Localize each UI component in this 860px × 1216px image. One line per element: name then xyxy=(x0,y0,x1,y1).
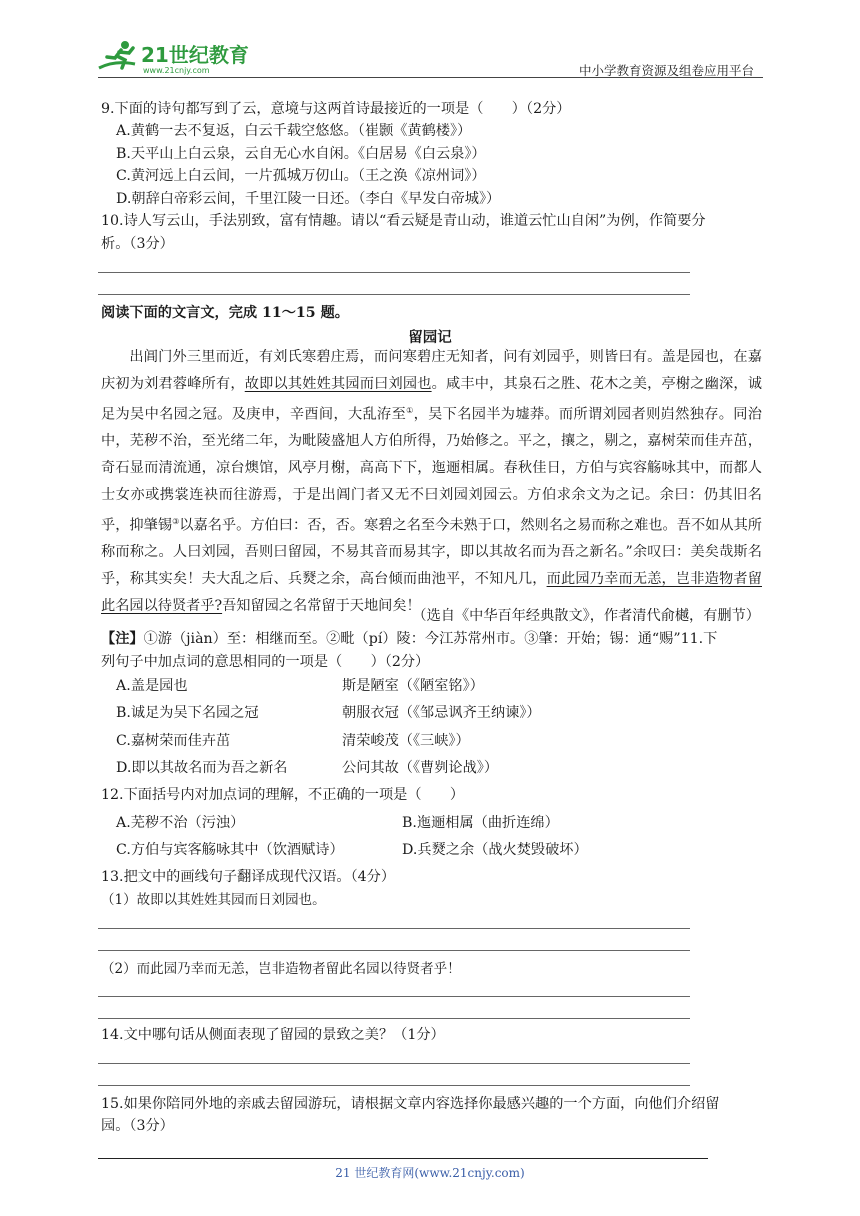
q11-option-d: D.即以其故名而为吾之新名 xyxy=(116,760,288,776)
answer-line xyxy=(98,272,690,273)
q13-stem: 13.把文中的画线句子翻译成现代汉语。（4分） xyxy=(101,869,396,885)
q12-stem: 12.下面括号内对加点词的理解，不正确的一项是（ ） xyxy=(101,787,465,803)
essay-text: ，吴下名园半为墟莽。而所谓刘园者则岿然独存。同治中，芜秽不治，至光绪二年，为毗陵盛旭人方伯所得，乃始修之。平之，攘之，剔之，嘉树荣而佳卉茁，奇石显而清流通，凉台燠馆，风亭月榭，高高下下，迤逦相属。春秋佳日，方伯与宾容觞咏其中，而都人士女亦或携裳连袂而往游焉，于是出阊门者又无不曰刘园刘园云。方伯求余文为之记。余曰：仍其旧名乎，抑肇锡 xyxy=(101,406,762,534)
q11-option-a-compare: 斯是陋室（《陋室铭》） xyxy=(342,678,484,694)
answer-line xyxy=(98,996,690,997)
answer-line xyxy=(98,1085,690,1086)
header-platform-name: 中小学教育资源及组卷应用平台 xyxy=(578,63,754,78)
q9-option-c: C.黄河远上白云间，一片孤城万仞山。（王之涣《凉州词》） xyxy=(116,168,486,184)
answer-line xyxy=(98,1018,690,1019)
q9-option-d: D.朝辞白帝彩云间，千里江陵一日还。（李白《早发白帝城》） xyxy=(116,191,501,207)
q12-option-d: D.兵燹之余（战火焚毁破坏） xyxy=(402,842,588,858)
logo-url: www.21cnjy.com xyxy=(143,66,210,75)
footnote-text: ①游（jiàn）至：相继而至。②毗（pí）陵：今江苏常州市。③肇：开始；锡：通“赐”11.下 xyxy=(143,631,718,647)
footnote-marker: ① xyxy=(406,405,414,415)
q9-stem: 9.下面的诗句都写到了云，意境与这两首诗最接近的一项是（ ）（2分） xyxy=(101,101,571,117)
logo-text: 21世纪教育 xyxy=(141,43,249,67)
footer-site[interactable]: 21 世纪教育网(www.21cnjy.com) xyxy=(335,1166,525,1180)
q15-line2: 园。（3分） xyxy=(101,1118,174,1134)
answer-line xyxy=(98,294,690,295)
q13-sentence-2: （2）而此园乃幸而无恙，岂非造物者留此名园以待贤者乎！ xyxy=(101,961,461,977)
reading-intro: 阅读下面的文言文，完成 11～15 题。 xyxy=(101,305,349,321)
q10-line2: 析。（3分） xyxy=(101,236,174,252)
footnote-marker: ③ xyxy=(172,516,180,526)
essay-body xyxy=(101,344,762,619)
q12-option-b: B.迤逦相属（曲折连绵） xyxy=(402,815,559,831)
q11-stem: 列句子中加点词的意思相同的一项是（ ）（2分） xyxy=(101,654,430,670)
essay-title: 留园记 xyxy=(408,329,452,346)
answer-line xyxy=(98,928,690,929)
q12-option-c: C.方伯与宾客觞咏其中（饮酒赋诗） xyxy=(116,842,344,858)
q12-option-a: A.芜秽不治（污浊） xyxy=(116,815,245,831)
essay-text: 以嘉名乎。方伯曰：否，否。寒碧之名至今未熟于口，然则名之易而称之难也。吾不如从其所称而称之。人曰刘园，吾则曰留园，不易其音而易其字，即以其故名而为吾之新名。”余叹曰：美矣哉斯名乎，称其实矣！夫大乱之后、兵燹之余，高台倾而曲池平，不知凡几， xyxy=(101,517,762,587)
underlined-sentence-1: 故即以其姓姓其园而曰刘园也 xyxy=(244,375,432,392)
q11-option-b: B.诚足为吴下名园之冠 xyxy=(116,705,259,721)
q10-line1: 10.诗人写云山，手法别致，富有情趣。请以“看云疑是青山动，谁道云忙山自闲”为例，作简要分 xyxy=(101,213,706,229)
q14-stem: 14.文中哪句话从侧面表现了留园的景致之美？（1分） xyxy=(101,1027,445,1043)
footnote-label: 【注】 xyxy=(101,631,144,647)
header-divider xyxy=(98,77,763,78)
essay-text: 吾知留园之名常留于天地间矣！ xyxy=(222,597,421,614)
essay-source: （选自《中华百年经典散文》，作者清代俞樾，有删节） xyxy=(412,608,760,624)
underlined-sentence-2: 而此园乃幸而无恙，岂非造物者留此名园以待贤者乎? xyxy=(101,570,762,614)
q9-option-b: B.天平山上白云泉，云自无心水自闲。《白居易《白云泉》） xyxy=(116,146,486,162)
essay-text: 。咸丰中，其泉石之胜、花木之美，亭榭之幽深，诚足为吴中名园之冠。及庚申，辛酉间，大乱洊至 xyxy=(101,375,762,423)
q11-option-b-compare: 朝服衣冠（《邹忌讽齐王纳谏》） xyxy=(342,705,541,721)
q9-option-a: A.黄鹤一去不复返，白云千载空悠悠。（崔颢《黄鹤楼》） xyxy=(116,123,472,139)
q11-option-c: C.嘉树荣而佳卉茁 xyxy=(116,733,231,749)
q11-option-a: A.盖是园也 xyxy=(116,678,188,694)
footer-divider xyxy=(98,1158,708,1159)
q11-option-c-compare: 清荣峻茂（《三峡》） xyxy=(342,733,470,749)
site-logo xyxy=(95,38,260,78)
q13-sentence-1: （1）故即以其姓姓其园而日刘园也。 xyxy=(101,892,326,908)
q15-line1: 15.如果你陪同外地的亲戚去留园游玩，请根据文章内容选择你最感兴趣的一个方面，向他们介绍留 xyxy=(101,1096,720,1112)
runner-logo-icon xyxy=(95,38,260,78)
footnote xyxy=(101,628,717,650)
answer-line xyxy=(98,1063,690,1064)
essay-text: 出阊门外三里而近，有刘氏寒碧庄焉，而问寒碧庄无知者，问有刘园乎，则皆曰有。盖是园也，在嘉庆初为刘君蓉峰所有， xyxy=(101,349,762,392)
q11-option-d-compare: 公问其故（《曹刿论战》） xyxy=(342,760,499,776)
answer-line xyxy=(98,950,690,951)
